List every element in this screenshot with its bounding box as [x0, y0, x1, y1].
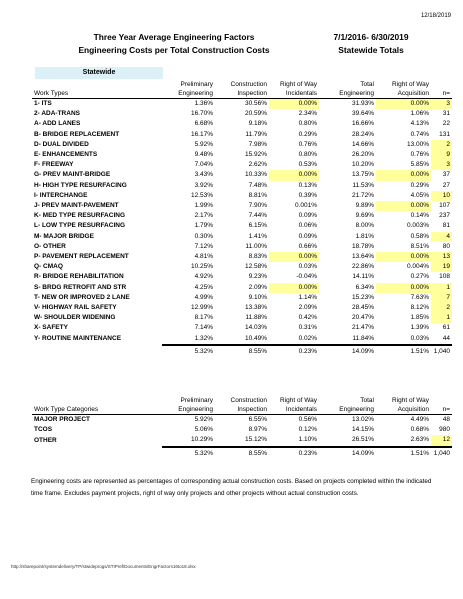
cell-acq: 0.00%	[376, 201, 431, 211]
cell-n: 12	[431, 435, 452, 446]
cell-n: 237	[439, 212, 450, 220]
row-label: H- HIGH TYPE RESURFACING	[34, 181, 127, 189]
cell-row: 0.42%	[298, 314, 317, 322]
total-row: 0.23%	[269, 447, 319, 459]
total-prelim: 5.32%	[162, 447, 215, 459]
work-type-row	[32, 119, 452, 129]
cell-n: 31	[442, 110, 450, 118]
cell-row: 0.02%	[298, 334, 317, 342]
cat-col-row-line-2: Incidentals	[269, 405, 319, 415]
header-row-2	[32, 89, 452, 99]
cell-row: -0.04%	[296, 273, 317, 281]
col-total-line-2: Engineering	[319, 89, 376, 99]
work-type-row	[32, 109, 452, 119]
cell-n: 3	[431, 160, 452, 170]
cat-col-total-line-2: Engineering	[319, 405, 376, 415]
row-label: G- PREV MAINT-BRIDGE	[34, 171, 111, 179]
print-date: 12/18/2019	[420, 13, 451, 19]
row-label: L- LOW TYPE RESURFACING	[34, 222, 125, 230]
work-type-row	[32, 293, 452, 303]
work-type-row	[32, 323, 452, 333]
cell-n: 10	[431, 191, 452, 201]
cell-total: 1.81%	[355, 232, 374, 240]
work-types-table	[32, 80, 452, 357]
cell-acq: 0.76%	[410, 151, 429, 159]
cell-total: 18.78%	[351, 242, 374, 250]
row-label: Q- CMAQ	[34, 263, 63, 271]
cell-total: 21.47%	[351, 324, 374, 332]
cell-const: 12.58%	[244, 263, 267, 271]
row-label: K- MED TYPE RESURFACING	[34, 212, 126, 220]
total-total: 14.09%	[319, 345, 376, 357]
cell-acq: 0.14%	[410, 212, 429, 220]
cell-acq: 0.00%	[376, 252, 431, 262]
row-label: S- BRDG RETROFIT AND STR	[34, 283, 127, 291]
cell-acq: 0.68%	[410, 426, 429, 434]
cell-row: 1.14%	[298, 293, 317, 301]
col-const-line-2: Inspection	[215, 89, 269, 99]
cell-n: 27	[442, 181, 450, 189]
cell-prelim: 6.68%	[194, 120, 213, 128]
cell-const: 13.38%	[244, 304, 267, 312]
cell-n: 44	[442, 334, 450, 342]
cell-prelim: 12.53%	[190, 191, 213, 199]
cell-acq: 4.05%	[410, 191, 429, 199]
report-title-line-2: Engineering Costs per Total Construction Costs	[78, 45, 270, 55]
cell-const: 7.98%	[248, 140, 267, 148]
cell-const: 11.88%	[245, 314, 267, 322]
cell-const: 6.15%	[248, 222, 267, 230]
cell-const: 11.79%	[245, 130, 267, 138]
cell-const: 14.03%	[244, 324, 267, 332]
cell-prelim: 10.29%	[190, 436, 213, 444]
cell-row: 0.03%	[298, 263, 317, 271]
cell-total: 9.69%	[355, 212, 374, 220]
col-prelim-line-2: Engineering	[162, 89, 215, 99]
cell-total: 14.66%	[351, 140, 374, 148]
cat-col-const-line-1: Construction	[230, 397, 267, 404]
total-const: 8.55%	[215, 447, 269, 459]
cell-prelim: 2.17%	[194, 212, 213, 220]
cell-acq: 0.004%	[406, 263, 429, 271]
row-label: W- SHOULDER WIDENING	[34, 314, 116, 322]
cell-acq: 8.51%	[410, 242, 429, 250]
cell-acq: 1.39%	[410, 324, 429, 332]
cell-n: 1	[431, 313, 452, 323]
footnote: Engineering costs are represented as percentages of corresponding actual construction costs. Based on projects completed within the indicated time frame. Excludes payment projects, right of way only projects and other projects without actual construction costs.	[31, 478, 432, 497]
cell-row: 1.10%	[298, 436, 317, 444]
cell-n: 2	[431, 140, 452, 150]
cell-row: 0.56%	[298, 416, 317, 423]
cell-total: 14.15%	[351, 426, 374, 434]
cell-prelim: 8.17%	[194, 314, 213, 322]
row-label: 2- ADA-TRANS	[34, 110, 80, 118]
cell-row: 0.00%	[269, 283, 319, 293]
cell-prelim: 12.99%	[190, 304, 213, 312]
work-types-label: Work Types	[32, 89, 162, 99]
work-type-row	[32, 160, 452, 170]
cell-acq: 0.003%	[406, 222, 429, 230]
cell-total: 39.64%	[351, 110, 374, 118]
row-label: F- FREEWAY	[34, 161, 74, 169]
total-n: 1,040	[431, 345, 452, 357]
cell-prelim: 0.30%	[194, 232, 213, 240]
cell-prelim: 3.43%	[194, 171, 213, 179]
cell-n: 108	[439, 273, 450, 281]
cell-const: 30.56%	[244, 100, 267, 107]
report-period	[300, 31, 442, 57]
work-type-row	[32, 283, 452, 293]
cell-total: 6.34%	[355, 283, 374, 291]
cell-const: 10.33%	[244, 171, 267, 179]
cell-prelim: 4.25%	[194, 283, 213, 291]
cell-prelim: 4.92%	[194, 273, 213, 281]
cell-const: 8.97%	[248, 426, 267, 434]
cell-n: 131	[439, 130, 450, 138]
cell-prelim: 3.92%	[194, 181, 213, 189]
cell-n: 19	[431, 262, 452, 272]
cell-row: 2.34%	[298, 110, 317, 118]
cell-acq: 0.00%	[376, 283, 431, 293]
cell-total: 13.64%	[351, 253, 374, 261]
cell-acq: 0.03%	[410, 334, 429, 342]
cell-total: 28.24%	[351, 130, 374, 138]
total-prelim: 5.32%	[162, 345, 215, 357]
cell-acq: 2.63%	[410, 436, 429, 444]
cell-row: 0.66%	[298, 242, 317, 250]
cell-acq: 0.58%	[410, 232, 429, 240]
col-const-line-1: Construction	[230, 81, 267, 88]
cell-acq: 0.29%	[410, 181, 429, 189]
row-label: X- SAFETY	[34, 324, 68, 332]
cell-n: 13	[431, 252, 452, 262]
cell-total: 15.23%	[351, 293, 374, 301]
cell-n: 48	[442, 416, 450, 423]
cat-header-row-2	[32, 405, 452, 415]
cell-total: 9.89%	[355, 202, 374, 210]
row-label: A- ADD LANES	[34, 120, 81, 128]
category-row	[32, 435, 452, 446]
source-url: http://sharepoint/systemdelivery/TP/stwideprogs/STIPref/Documents/EngrFactors16to18.xlsx	[11, 564, 196, 569]
col-prelim-line-1: Preliminary	[180, 81, 213, 88]
cell-row: 0.12%	[298, 426, 317, 434]
cell-row: 0.80%	[298, 151, 317, 159]
cell-acq: 4.49%	[410, 416, 429, 423]
cat-col-row-line-1: Right of Way	[280, 397, 317, 404]
cat-col-prelim-line-1: Preliminary	[180, 397, 213, 404]
cell-acq: 8.12%	[410, 304, 429, 312]
row-label: OTHER	[34, 436, 57, 444]
cell-total: 26.51%	[351, 436, 374, 444]
cell-prelim: 7.04%	[194, 161, 213, 169]
total-acq: 1.51%	[376, 447, 431, 459]
cell-const: 11.00%	[245, 242, 267, 250]
cell-row: 0.53%	[298, 161, 317, 169]
cell-n: 22	[442, 120, 450, 128]
work-type-row	[32, 303, 452, 313]
total-acq: 1.51%	[376, 345, 431, 357]
header-row-1	[32, 80, 452, 89]
row-label: O- OTHER	[34, 242, 66, 250]
total-n: 1,040	[431, 447, 452, 459]
report-scope: Statewide Totals	[338, 45, 404, 55]
cell-row: 0.00%	[269, 252, 319, 262]
cell-prelim: 16.17%	[190, 130, 213, 138]
cell-n: 61	[442, 324, 450, 332]
cell-row: 0.31%	[298, 324, 317, 332]
cell-const: 10.49%	[244, 334, 267, 342]
cell-n: 1	[431, 283, 452, 293]
cell-row: 0.09%	[298, 232, 317, 240]
work-type-row	[32, 334, 452, 345]
work-type-row	[32, 313, 452, 323]
work-type-row	[32, 221, 452, 231]
cell-prelim: 4.81%	[194, 253, 213, 261]
cell-n: 2	[431, 303, 452, 313]
cell-acq: 1.06%	[410, 110, 429, 118]
cell-prelim: 1.99%	[194, 202, 213, 210]
cell-total: 14.11%	[352, 273, 374, 281]
cell-const: 15.92%	[244, 151, 267, 159]
cell-row: 0.001%	[294, 202, 317, 210]
cat-col-prelim-line-2: Engineering	[162, 405, 215, 415]
row-label: MAJOR PROJECT	[34, 416, 90, 423]
cell-const: 7.48%	[248, 181, 267, 189]
cell-n: 3	[431, 99, 452, 110]
row-label: E- ENHANCEMENTS	[34, 151, 98, 159]
cell-total: 21.72%	[351, 191, 374, 199]
cell-total: 8.00%	[355, 222, 374, 230]
cell-prelim: 7.12%	[194, 242, 213, 250]
row-label: Y- ROUTINE MAINTENANCE	[34, 335, 122, 343]
work-type-row	[32, 140, 452, 150]
categories-label: Work Type Categories	[32, 405, 162, 415]
cell-acq: 0.00%	[376, 170, 431, 180]
cell-total: 10.20%	[351, 161, 374, 169]
categories-table	[32, 396, 452, 459]
cell-prelim: 9.48%	[194, 151, 213, 159]
col-acq-line-1: Right of Way	[392, 81, 429, 88]
row-label: J- PREV MAINT-PAVEMENT	[34, 202, 119, 210]
cell-row: 0.80%	[298, 120, 317, 128]
row-label: M- MAJOR BRIDGE	[34, 232, 94, 240]
category-row	[32, 425, 452, 435]
row-label: D- DUAL DIVIDED	[34, 140, 89, 148]
cat-col-acq-line-1: Right of Way	[392, 397, 429, 404]
cell-row: 0.00%	[269, 170, 319, 180]
cell-acq: 13.00%	[406, 140, 429, 148]
cell-const: 9.10%	[248, 293, 267, 301]
cell-acq: 4.13%	[410, 120, 429, 128]
cell-row: 0.29%	[298, 130, 317, 138]
cell-prelim: 1.32%	[194, 334, 213, 342]
total-const: 8.55%	[215, 345, 269, 357]
cell-n: 80	[442, 242, 450, 250]
work-type-row	[32, 242, 452, 252]
cell-total: 11.84%	[352, 334, 374, 342]
cell-n: 4	[431, 232, 452, 242]
cell-total: 13.02%	[351, 416, 374, 423]
cat-col-n: n=	[431, 405, 452, 415]
cell-const: 2.09%	[248, 283, 267, 291]
report-title	[64, 31, 284, 57]
category-row	[32, 415, 452, 426]
cell-acq: 0.27%	[410, 273, 429, 281]
cell-const: 7.44%	[248, 212, 267, 220]
work-type-row	[32, 232, 452, 242]
row-label: R- BRIDGE REHABILITATION	[34, 273, 124, 281]
cell-const: 9.23%	[248, 273, 267, 281]
cell-acq: 1.85%	[410, 314, 429, 322]
work-type-row	[32, 201, 452, 211]
cell-prelim: 7.14%	[194, 324, 213, 332]
cell-acq: 0.00%	[376, 99, 431, 110]
work-type-row	[32, 262, 452, 272]
cell-acq: 7.63%	[410, 293, 429, 301]
col-row-line-1: Right of Way	[280, 81, 317, 88]
cell-row: 2.09%	[298, 304, 317, 312]
cell-prelim: 16.70%	[190, 110, 213, 118]
cell-total: 11.53%	[352, 181, 374, 189]
cell-total: 22.86%	[351, 263, 374, 271]
row-label: V- HIGHWAY RAIL SAFETY	[34, 304, 117, 312]
row-label: T- NEW OR IMPROVED 2 LANE	[34, 293, 130, 301]
category-row-total	[32, 447, 452, 459]
work-type-row	[32, 99, 452, 110]
cell-n: 7	[431, 293, 452, 303]
cell-const: 20.59%	[244, 110, 267, 118]
work-type-row	[32, 150, 452, 160]
col-acq-line-2: Acquisition	[376, 89, 431, 99]
cell-row: 0.39%	[298, 191, 317, 199]
cell-total: 16.66%	[351, 120, 374, 128]
cell-prelim: 1.79%	[194, 222, 213, 230]
cell-n: 81	[442, 222, 450, 230]
work-type-row	[32, 252, 452, 262]
report-period-dates: 7/1/2016- 6/30/2019	[333, 32, 409, 42]
work-type-row	[32, 181, 452, 191]
cell-prelim: 5.92%	[194, 140, 213, 148]
cell-total: 26.20%	[351, 151, 374, 159]
cell-total: 13.75%	[351, 171, 374, 179]
cell-const: 8.83%	[248, 253, 267, 261]
cell-const: 2.62%	[248, 161, 267, 169]
cell-row: 0.13%	[298, 181, 317, 189]
cell-const: 15.12%	[244, 436, 267, 444]
cell-total: 31.93%	[351, 100, 374, 107]
cell-total: 20.47%	[351, 314, 374, 322]
cell-row: 0.06%	[298, 222, 317, 230]
work-type-row	[32, 272, 452, 282]
region-label: Statewide	[35, 67, 163, 79]
cell-acq: 5.85%	[410, 161, 429, 169]
col-row-line-2: Incidentals	[269, 89, 319, 99]
cell-const: 8.81%	[248, 191, 267, 199]
total-total: 14.09%	[319, 447, 376, 459]
cell-const: 7.90%	[248, 202, 267, 210]
work-type-row	[32, 211, 452, 221]
row-label: B- BRIDGE REPLACEMENT	[34, 130, 120, 138]
cell-prelim: 10.25%	[190, 263, 213, 271]
cell-n: 107	[439, 202, 450, 210]
cell-prelim: 5.92%	[194, 416, 213, 423]
cat-col-total-line-1: Total	[360, 397, 374, 404]
cat-header-row-1	[32, 396, 452, 405]
row-label: P- PAVEMENT REPLACEMENT	[34, 253, 129, 261]
cell-acq: 0.74%	[410, 130, 429, 138]
cell-prelim: 5.06%	[194, 426, 213, 434]
cell-prelim: 4.99%	[194, 293, 213, 301]
cat-col-const-line-2: Inspection	[215, 405, 269, 415]
row-label: I- INTERCHANGE	[34, 191, 88, 199]
cell-row: 0.09%	[298, 212, 317, 220]
total-row: 0.23%	[269, 345, 319, 357]
work-type-row	[32, 191, 452, 201]
cell-const: 9.18%	[248, 120, 267, 128]
cell-total: 28.45%	[351, 304, 374, 312]
cell-const: 6.55%	[248, 416, 267, 423]
row-label: 1- ITS	[34, 100, 52, 107]
cell-n: 9	[431, 150, 452, 160]
row-label: TCOS	[34, 426, 53, 434]
cell-const: 1.41%	[248, 232, 267, 240]
cat-col-acq-line-2: Acquisition	[376, 405, 431, 415]
cell-n: 37	[442, 171, 450, 179]
cell-row: 0.76%	[298, 140, 317, 148]
work-type-row	[32, 130, 452, 140]
cell-prelim: 1.36%	[194, 100, 213, 107]
cell-row: 0.00%	[269, 99, 319, 110]
col-n: n=	[431, 89, 452, 99]
col-total-line-1: Total	[360, 81, 374, 88]
work-type-row-total	[32, 345, 452, 357]
work-type-row	[32, 170, 452, 180]
cell-n: 980	[439, 426, 450, 434]
report-title-line-1: Three Year Average Engineering Factors	[93, 32, 255, 42]
